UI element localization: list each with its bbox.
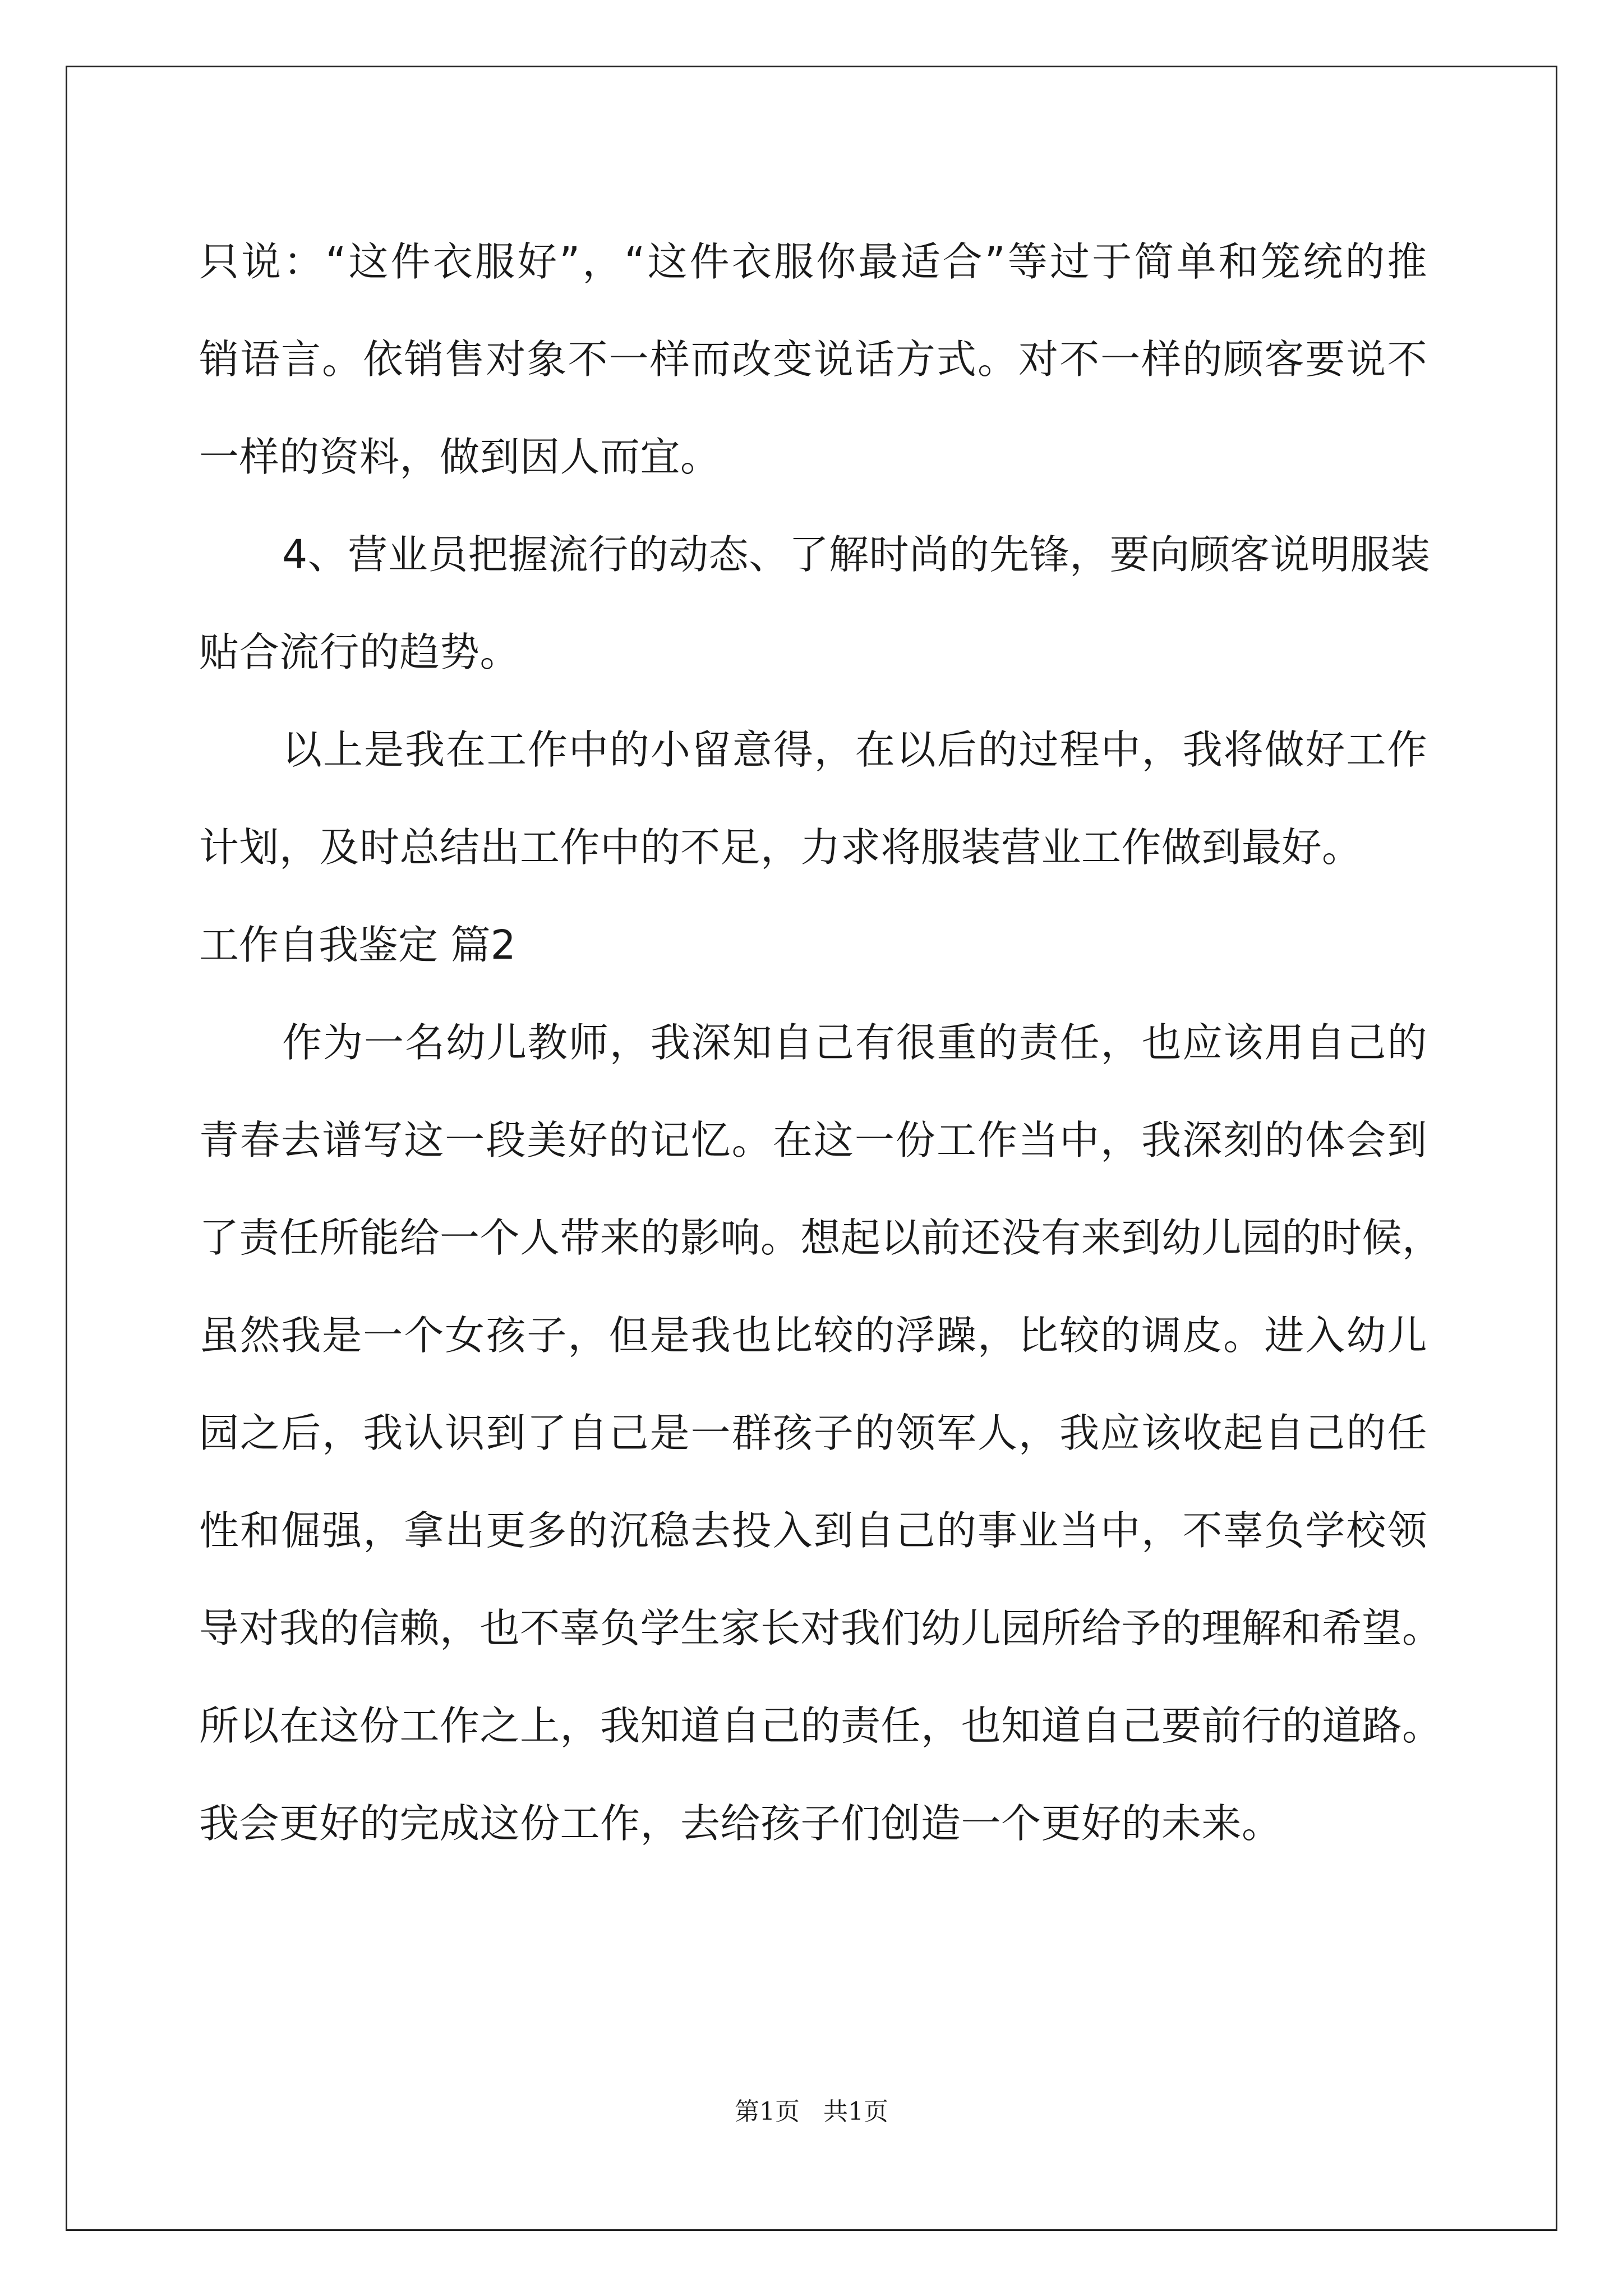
text-line: 虽然我是一个女孩子，但是我也比较的浮躁，比较的调皮。进入幼儿 — [199, 1312, 1427, 1359]
paragraph — [199, 994, 1442, 1872]
text-line: 导对我的信赖，也不辜负学生家长对我们幼儿园所给予的理解和希望。 — [199, 1605, 1442, 1651]
text-line: 销语言。依销售对象不一样而改变说话方式。对不一样的顾客要说不 — [199, 336, 1427, 383]
document-body — [199, 213, 1442, 1872]
text-line: 以上是我在工作中的小留意得，在以后的过程中，我将做好工作 — [282, 726, 1427, 773]
text-line: 了责任所能给一个人带来的影响。想起以前还没有来到幼儿园的时候， — [199, 1214, 1442, 1261]
text-line: 贴合流行的趋势。 — [199, 629, 520, 675]
paragraph — [199, 701, 1427, 896]
text-line: 一样的资料，做到因人而宜。 — [199, 434, 721, 480]
text-line: 所以在这份工作之上，我知道自己的责任，也知道自己要前行的道路。 — [199, 1703, 1442, 1749]
text-line: 4、营业员把握流行的动态、了解时尚的先锋，要向顾客说明服装 — [282, 531, 1431, 578]
text-line: 性和倔强，拿出更多的沉稳去投入到自己的事业当中，不辜负学校领 — [199, 1507, 1427, 1554]
paragraph — [199, 213, 1427, 506]
text-line: 只说：“这件衣服好”，“这件衣服你最适合”等过于简单和笼统的推 — [199, 238, 1427, 285]
text-line: 我会更好的完成这份工作，去给孩子们创造一个更好的未来。 — [199, 1800, 1282, 1847]
page-footer — [0, 2091, 1623, 2127]
text-line: 计划，及时总结出工作中的不足，力求将服装营业工作做到最好。 — [199, 824, 1362, 871]
page-total: 共1页 — [823, 2097, 888, 2126]
text-line: 园之后，我认识到了自己是一群孩子的领军人，我应该收起自己的任 — [199, 1410, 1427, 1456]
paragraph — [199, 506, 1431, 701]
text-line: 青春去谱写这一段美好的记忆。在这一份工作当中，我深刻的体会到 — [199, 1117, 1427, 1163]
section-heading: 工作自我鉴定 篇2 — [199, 922, 516, 968]
page-number: 第1页 — [735, 2097, 800, 2126]
text-line: 作为一名幼儿教师，我深知自己有很重的责任，也应该用自己的 — [282, 1019, 1427, 1066]
